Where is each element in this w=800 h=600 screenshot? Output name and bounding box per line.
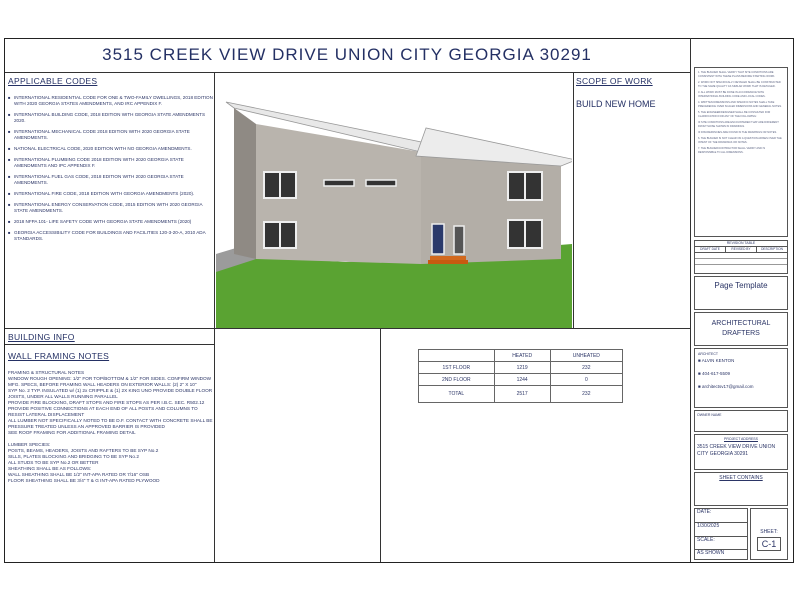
code-item: ■ INTERNATIONAL PLUMBING CODE 2018 EDITION WITH 2020 GEORGIA STATE AMENDMENTS AND IPC APPENDIX F.: [8, 157, 213, 169]
sheet-number: C-1: [757, 537, 781, 551]
sheet-contains-label: SHEET CONTAINS: [719, 475, 763, 481]
code-item: ■ INTERNATIONAL FUEL GAS CODE, 2018 EDITION WITH 2020 GEORGIA STATE AMENDMENTS.: [8, 174, 213, 186]
revision-header-cell: DRAFT DATE: [695, 247, 726, 252]
page-title: 3515 CREEK VIEW DRIVE UNION CITY GEORGIA 30291: [102, 45, 592, 64]
architect-label: ARCHITECT: [698, 352, 719, 356]
revision-header-cell: REVISED BY: [726, 247, 757, 252]
building-info-heading: BUILDING INFO: [8, 332, 75, 342]
date-label-cell: [695, 509, 747, 523]
revision-header-cell: DESCRIPTION: [761, 247, 783, 251]
sheet-contains-box: [694, 472, 788, 506]
table-cell: 1244: [494, 374, 550, 386]
general-note: 3. ALL WORK MUST BE DONE IN ACCORDANCE WITH INTERNATIONAL BUILDING CODE AND LOCAL CODES.: [698, 91, 766, 98]
scope-heading: SCOPE OF WORK: [576, 76, 653, 86]
company-name: ARCHITECTURAL DRAFTERS: [694, 312, 788, 346]
general-note: 2. WORK NOT SPECIFICALLY DETAILED SHALL BE CONSTRUCTED TO THE SAME QUALITY AS SIMILAR WORK THAT IS DETAILED.: [698, 81, 781, 88]
lower-middle-divider: [380, 328, 381, 562]
table-cell: TOTAL: [419, 386, 495, 403]
table-cell: 232: [550, 386, 622, 403]
revision-table: [694, 240, 788, 274]
code-item: ■ INTERNATIONAL FIRE CODE, 2018 EDITION WITH GEORGIA AMENDMENTS (2020).: [8, 191, 213, 197]
date-label: DATE:: [697, 509, 712, 515]
architect-email-text: architectsv17@gmail.com: [701, 384, 754, 389]
architect-phone: ■ 404-617-5509: [698, 371, 730, 376]
building-info-divider: [5, 344, 214, 345]
table-header-row: [419, 350, 623, 362]
code-item: ■ NATIONAL ELECTRICAL CODE, 2020 EDITION WITH NO GEORGIA AMENDMENTS.: [8, 146, 213, 152]
front-door: [432, 224, 444, 254]
architect-phone-text: 404-617-5509: [701, 371, 730, 376]
window: [366, 180, 396, 186]
code-item: ■ INTERNATIONAL ENERGY CONSERVATION CODE, 2015 EDITION WITH 2020 GEORGIA STATE AMENDMENTS.: [8, 202, 213, 214]
general-note: 5. THE ENGINEER/DESIGNER SHALL BE CONSULTED FOR CLARIFICATION FOR ANY OF THE FOLLOWING:: [698, 111, 771, 118]
scale-value-cell: [695, 550, 747, 562]
sheet-number-box: [750, 508, 788, 560]
owner-label: OWNER NAME: [697, 413, 722, 417]
architect-box: [694, 348, 788, 408]
revision-table-title: REVISION TABLE: [695, 241, 787, 247]
date-value: 1/30/2025: [697, 523, 720, 529]
applicable-codes-heading: APPLICABLE CODES: [8, 76, 98, 86]
code-item: ■ INTERNATIONAL MECHANICAL CODE 2018 EDITION WITH 2020 GEORGIA STATE AMENDMENTS.: [8, 129, 213, 141]
general-note: IF SITE CONDITIONS ARE ENCOUNTERED THAT ARE DIFFERENT FROM THOSE SHOWN IN DRAWINGS.: [698, 121, 779, 128]
front-steps: [428, 260, 468, 264]
left-column-divider: [214, 72, 215, 562]
area-table: [418, 349, 623, 403]
table-cell: 1219: [494, 362, 550, 374]
date-value-cell: [695, 523, 747, 537]
table-cell: 0: [550, 374, 622, 386]
lower-section-divider: [5, 328, 690, 329]
project-address-label: PROJECT ADDRESS: [724, 437, 758, 441]
table-row: [419, 362, 623, 374]
left-side-wall: [234, 108, 256, 259]
scale-label-cell: [695, 537, 747, 550]
general-note: 7. THE BUILDER/CONTRACTOR SHALL VERIFY AND IS RESPONSIBLE TO ALL DIMENSIONS.: [698, 147, 766, 154]
general-note: 6. THE BUILDER IS NOT CLEAR ON A QUESTION ARISES OVER THE INTENT OF THE DRAWINGS OR NOTES.: [698, 137, 782, 144]
table-header: [419, 350, 495, 362]
title-divider: [5, 72, 690, 73]
project-address-box: [694, 434, 788, 470]
code-item: ■ INTERNATIONAL BUILDING CODE, 2018 EDITION WITH GEORGIA STATE AMENDMENTS 2020.: [8, 112, 213, 124]
title-block-divider: [690, 38, 691, 562]
house-rendering: [216, 94, 572, 328]
table-row: [419, 374, 623, 386]
general-note: 1. THE BUILDER SHALL VERIFY THAT SITE CONDITIONS ARE CONSISTENT WITH THESE PLANS BEFORE STARTING WORK.: [698, 71, 776, 78]
page-template-label: Page Template: [694, 276, 788, 310]
scope-text: BUILD NEW HOME: [576, 99, 656, 109]
table-cell: 232: [550, 362, 622, 374]
code-item: ■ GEORGIA ACCESSIBILITY CODE FOR BUILDINGS AND FACILITIES 120-3-20-A, 2010 ADA STANDARDS.: [8, 230, 213, 242]
house-rendering-illustration: [216, 94, 572, 328]
applicable-codes-list: [8, 95, 213, 247]
revision-row: [695, 265, 787, 270]
architect-name-text: ALVIN KENTON: [701, 358, 735, 363]
front-steps: [430, 256, 466, 260]
scale-value: AS SHOWN: [697, 550, 725, 556]
architect-email: ■ architectsv17@gmail.com: [698, 384, 754, 389]
table-cell: 2517: [494, 386, 550, 403]
general-note: IF DISCREPANCIES ARE FOUND IN THE DRAWINGS OR NOTES.: [698, 131, 777, 134]
architect-name: ■ ALVIN KENTON: [698, 358, 735, 363]
general-note: 4. WRITTEN DIMENSIONS AND SPECIFIC NOTES SHALL TAKE PRECEDENCE OVER SCALED DIMENSIONS AND GENERAL NOTES.: [698, 101, 782, 108]
general-notes-box: [694, 67, 788, 237]
project-address: 3515 CREEK VIEW DRIVE UNION CITY GEORGIA 30291: [697, 444, 776, 457]
wall-framing-heading: WALL FRAMING NOTES: [8, 351, 110, 361]
code-item: ■ 2018 NFPA 101- LIFE SAFETY CODE WITH GEORGIA STATE AMENDMENTS (2020): [8, 219, 213, 225]
window: [324, 180, 354, 186]
scale-label: SCALE:: [697, 537, 715, 543]
table-cell: 1ST FLOOR: [419, 362, 495, 374]
table-header: HEATED: [494, 350, 550, 362]
owner-box: [694, 410, 788, 432]
side-window: [454, 226, 464, 254]
wall-framing-notes: FRAMING & STRUCTURAL NOTES WINDOW ROUGH OPENING: 1/2" FOR TOP/BOTTOM & 1/2" FOR SIDES. CONFIRM WINDOW MFG. SPECS, BEFORE FRAMING WALL HEADERS ON EXTERIOR WALLS: (2) 2" X 10" SYP No. 2 TYP. INSULATED w/ (1) 2x CRIPPLE & (1) 2X KING UNO PROVIDE DOUBLE FLOOR JOISTS, UNDER ALL WALLS RUNNING PARALLEL PROVIDE FIRE BLOCKING, DRAFT STOPS AND FIRE STOPS AS PER I.B.C. SEC. R502.12 PROVIDE POSITIVE CONNECTIONS AT EACH END OF ALL POSTS AND COLUMNS TO RESIST LATERAL DISPLACEMENT ALL LUMBER NOT SPECIFICALLY NOTED TO BE D.F. CONTACT WITH CONCRETE SHALL BE PRESSURE TREATED UNLESS AN APPROVED BARRIER IS PROVIDED SEE ROOF FRAMING FOR ADDITIONAL FRAMING DETAIL LUMBER SPECIES: POSTS, BEAMS, HEADERS, JOISTS AND RAFTERS TO BE SYP No.2 SILLS, PLATES BLOCKING AND BRIDGING TO BE SYP No.2 ALL STUDS TO BE SYP No.2 OR BETTER SHEATHING SHALL BE AS FOLLOWS: WALL SHEATHING SHALL BE 1/2" INT-APA RATED OR 7/16" OSB FLOOR SHEATHING SHALL BE 3/4" T & G INT-APA RATED PLYWOOD: [8, 370, 213, 483]
scope-column-divider: [573, 72, 574, 328]
table-header: UNHEATED: [550, 350, 622, 362]
code-item: ■ INTERNATIONAL RESIDENTIAL CODE FOR ONE & TWO-FAMILY DWELLINGS, 2018 EDITION WITH 2020 GEORGIA STATES AMENDMENTS, AND IRC APPENDIX F.: [8, 95, 213, 107]
date-scale-box: [694, 508, 748, 560]
sheet-label: SHEET:: [760, 529, 778, 535]
table-cell: 2ND FLOOR: [419, 374, 495, 386]
table-row: [419, 386, 623, 403]
